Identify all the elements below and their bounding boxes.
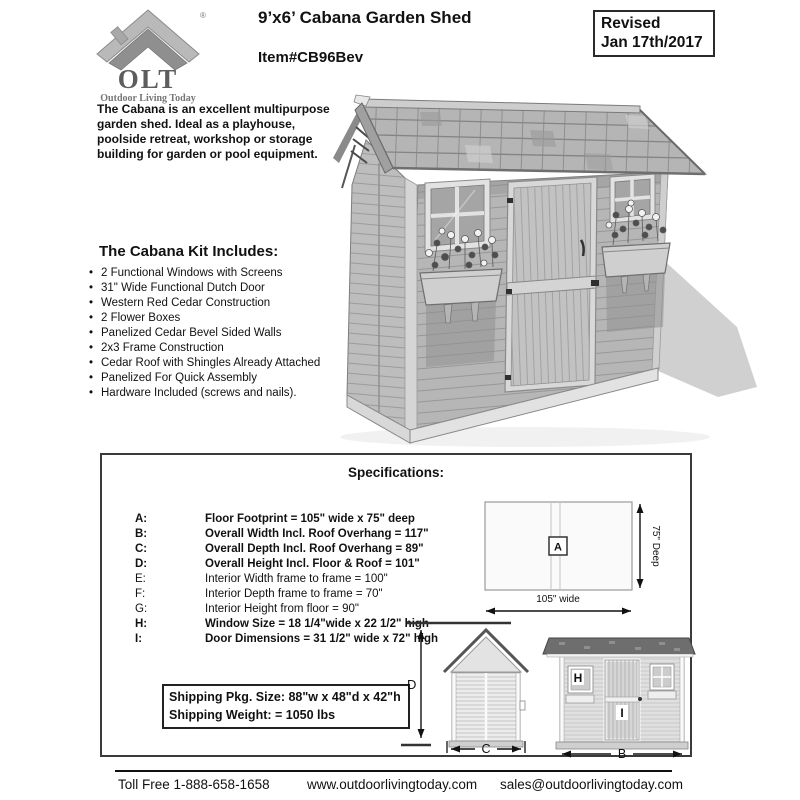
spec-row-i: I: Door Dimensions = 31 1/2" wide x 72" high — [135, 633, 438, 645]
revised-label: Revised — [601, 15, 661, 32]
side-height-label: D — [407, 677, 417, 692]
specifications-box — [100, 453, 692, 761]
kit-item: • Panelized For Quick Assembly — [88, 371, 320, 386]
hinge-top — [507, 198, 513, 203]
olt-logo — [90, 6, 208, 104]
footer-divider — [115, 770, 672, 772]
shed-illustration — [325, 85, 765, 450]
footer-website: www.outdoorlivingtoday.com — [307, 777, 478, 792]
front-window-left — [566, 666, 594, 703]
wall-shadow-right — [606, 273, 665, 332]
page-title: 9’x6’ Cabana Garden Shed — [258, 8, 472, 27]
front-door — [605, 660, 642, 740]
kit-item: • 31" Wide Functional Dutch Door — [88, 281, 320, 296]
dutch-door — [505, 177, 599, 392]
intro-paragraph: The Cabana is an excellent multipurpose garden shed. Ideal as a playhouse, poolside retreat, workshop or storage building for garden or pool equipment. — [97, 102, 330, 161]
spec-row-b: B: Overall Width Incl. Roof Overhang = 117" — [135, 528, 429, 540]
side-depth-label: C — [481, 742, 491, 753]
spec-row-e: E: Interior Width frame to frame = 100" — [135, 573, 388, 585]
front-window-label: H — [573, 671, 583, 685]
kit-item: • Panelized Cedar Bevel Sided Walls — [88, 326, 320, 341]
shipping-size: Shipping Pkg. Size: 88"w x 48"d x 42"h — [169, 690, 401, 704]
floor-area-label: A — [554, 541, 562, 554]
door-latch — [591, 280, 599, 286]
roof-icon — [97, 10, 199, 70]
specifications-heading: Specifications: — [347, 465, 445, 480]
spec-row-c: C: Overall Depth Incl. Roof Overhang = 89" — [135, 543, 424, 555]
kit-item: • Cedar Roof with Shingles Already Attached — [88, 356, 320, 371]
front-elevation-diagram — [539, 613, 699, 761]
wall-shadow-left — [426, 301, 496, 367]
kit-item: • 2 Functional Windows with Screens — [88, 266, 320, 281]
kit-list — [88, 266, 320, 401]
spec-row-f: F: Interior Depth frame to frame = 70" — [135, 588, 383, 600]
side-elevation-diagram — [399, 615, 539, 753]
floor-width-label: 105" wide — [536, 594, 580, 605]
registered-mark: ® — [200, 11, 206, 20]
revised-date: Jan 17th/2017 — [601, 34, 703, 51]
floor-plan-diagram — [472, 495, 687, 623]
side-wall — [342, 127, 410, 430]
revised-box — [593, 10, 715, 57]
front-roof — [543, 638, 695, 654]
roof — [354, 95, 705, 174]
shipping-box — [162, 684, 410, 729]
logo-tagline: Outdoor Living Today — [100, 93, 196, 104]
front-width-label: B — [617, 747, 627, 761]
item-number: Item#CB96Bev — [258, 49, 364, 66]
floor-depth-label: 75" Deep — [650, 525, 661, 567]
spec-row-d: D: Overall Height Incl. Floor & Roof = 101" — [135, 558, 420, 570]
hinge-middle — [506, 289, 512, 294]
kit-item: • 2x3 Frame Construction — [88, 341, 320, 356]
kit-item: • 2 Flower Boxes — [88, 311, 320, 326]
spec-row-g: G: Interior Height from floor = 90" — [135, 603, 359, 615]
front-window-right — [648, 664, 676, 699]
corner-trim-left — [405, 178, 417, 432]
side-latch — [520, 701, 525, 710]
spec-row-h: H: Window Size = 18 1/4"wide x 22 1/2" high — [135, 618, 429, 630]
spec-row-a: A: Floor Footprint = 105" wide x 75" deep — [135, 513, 415, 525]
kit-item: • Hardware Included (screws and nails). — [88, 386, 320, 401]
shipping-weight: Shipping Weight: = 1050 lbs — [169, 708, 336, 722]
front-door-label: I — [620, 706, 624, 720]
kit-item: • Western Red Cedar Construction — [88, 296, 320, 311]
logo-abbr: OLT — [117, 64, 179, 94]
hinge-bottom — [505, 375, 511, 380]
footer-phone: Toll Free 1-888-658-1658 — [118, 777, 270, 792]
footer-email: sales@outdoorlivingtoday.com — [500, 777, 684, 792]
kit-heading: The Cabana Kit Includes: — [99, 243, 279, 260]
